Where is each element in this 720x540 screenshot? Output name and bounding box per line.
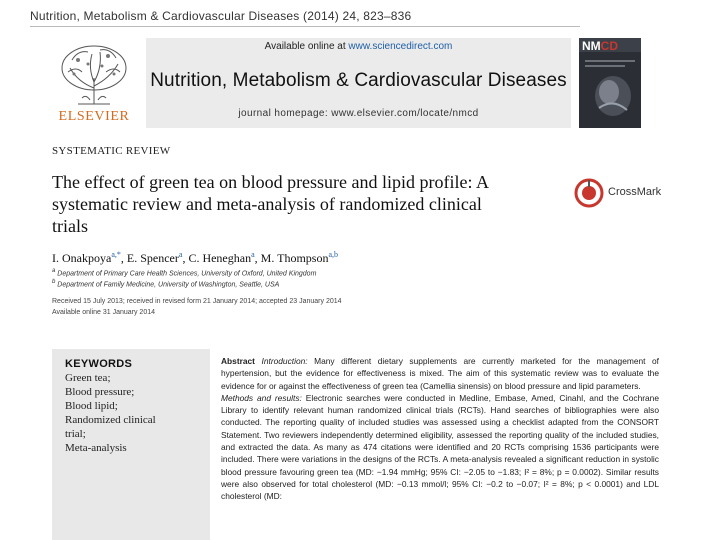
article-title: The effect of green tea on blood pressure and lipid profile: A systematic review and meta-analysis of randomized clinical trials	[52, 172, 489, 236]
cover-title-right: CD	[600, 39, 619, 53]
author-name[interactable]: C. Heneghan	[188, 251, 252, 265]
keyword-item: Meta-analysis	[65, 442, 127, 454]
affiliation-mark: a	[52, 268, 56, 274]
author-name[interactable]: I. Onakpoya	[52, 251, 112, 265]
abstract-methods-label: Methods and results:	[221, 392, 302, 403]
crossmark-icon	[574, 178, 604, 208]
keyword-item: trial;	[65, 428, 86, 440]
crossmark-label: CrossMark	[608, 186, 662, 198]
author-affiliation-mark[interactable]: a,*	[111, 250, 121, 259]
author-name[interactable]: E. Spencer	[126, 251, 179, 265]
author-name[interactable]: M. Thompson	[260, 251, 329, 265]
abstract-methods-paragraph	[221, 392, 659, 503]
sciencedirect-link[interactable]: www.sciencedirect.com	[348, 41, 453, 52]
author-separator: ,	[182, 251, 189, 265]
crossmark-badge[interactable]	[572, 178, 662, 210]
article-type: SYSTEMATIC REVIEW	[52, 145, 171, 157]
cover-title-left: NM	[582, 39, 601, 53]
author-affiliation-mark[interactable]: a,b	[328, 250, 339, 259]
journal-citation: Nutrition, Metabolism & Cardiovascular Diseases (2014) 24, 823–836	[30, 9, 412, 23]
citation-divider	[30, 26, 580, 27]
affiliation-b	[52, 279, 279, 288]
journal-homepage[interactable]: journal homepage: www.elsevier.com/locate/nmcd	[238, 108, 479, 119]
available-online-line	[146, 41, 571, 52]
author-separator: ,	[120, 251, 127, 265]
affiliation-text: Department of Family Medicine, University of Washington, Seattle, USA	[57, 281, 280, 289]
journal-cover-thumbnail	[579, 38, 641, 128]
abstract-intro-text: Many different dietary supplements are currently marketed for the management of hypertension, but the evidence for effectiveness is mixed. The aim of this systematic review was to evaluate the evidence for or against the effectiveness of green tea (Camellia sinensis) on blood pressure and lipid parameters.	[221, 356, 659, 391]
cover-image-icon	[579, 38, 641, 128]
affiliation-mark: b	[52, 279, 56, 285]
author-separator: ,	[254, 251, 261, 265]
publisher-name: ELSEVIER	[58, 109, 130, 124]
keyword-item: Blood lipid;	[65, 400, 118, 412]
affiliation-text: Department of Primary Care Health Sciences, University of Oxford, United Kingdom	[57, 270, 317, 278]
abstract-intro-label: Introduction:	[261, 356, 308, 366]
author-list	[52, 250, 338, 266]
abstract-label: Abstract	[221, 356, 255, 366]
journal-title: Nutrition, Metabolism & Cardiovascular Diseases	[150, 70, 567, 91]
keywords-box	[52, 349, 210, 540]
keywords-heading: KEYWORDS	[65, 358, 133, 370]
received-dates: Received 15 July 2013; received in revised form 21 January 2014; accepted 23 January 2014	[52, 298, 342, 305]
abstract	[221, 355, 659, 540]
affiliation-a	[52, 268, 316, 277]
abstract-methods-text: Electronic searches were conducted in Medline, Embase, Amed, Cinahl, and the Cochrane Library to identify relevant human randomized clinical trials (RCTs). Hand searches of bibliographies were also conducted. The reporting quality of included studies was assessed using a checklist adapted from the CONSORT Statement. Two reviewers independently determined eligibility, assessed the reporting quality of the included studies, and extracted the data. As many as 474 citations were identified and 20 RCTs comprising 1536 participants were included. There were variations in the designs of the RCTs. A meta-analysis revealed a significant reduction in systolic blood pressure favouring green tea (MD: −1.94 mmHg; 95% CI: −2.05 to −1.83; I² = 8%; p = 0.0002). Similar results were also observed for total cholesterol (MD: −0.13 mmol/l; 95% CI: −0.2 to −0.07; I² = 8%; p < 0.0001) and LDL cholesterol (MD:	[221, 392, 659, 502]
available-online-prefix: Available online at	[264, 41, 346, 52]
keyword-item: Blood pressure;	[65, 386, 135, 398]
author-affiliation-mark[interactable]: a	[251, 250, 255, 259]
journal-header	[146, 38, 571, 128]
author-affiliation-mark[interactable]: a	[178, 250, 183, 259]
abstract-intro-paragraph	[221, 355, 659, 392]
keyword-item: Randomized clinical	[65, 414, 156, 426]
available-online-date: Available online 31 January 2014	[52, 309, 156, 316]
keyword-item: Green tea;	[65, 372, 111, 384]
